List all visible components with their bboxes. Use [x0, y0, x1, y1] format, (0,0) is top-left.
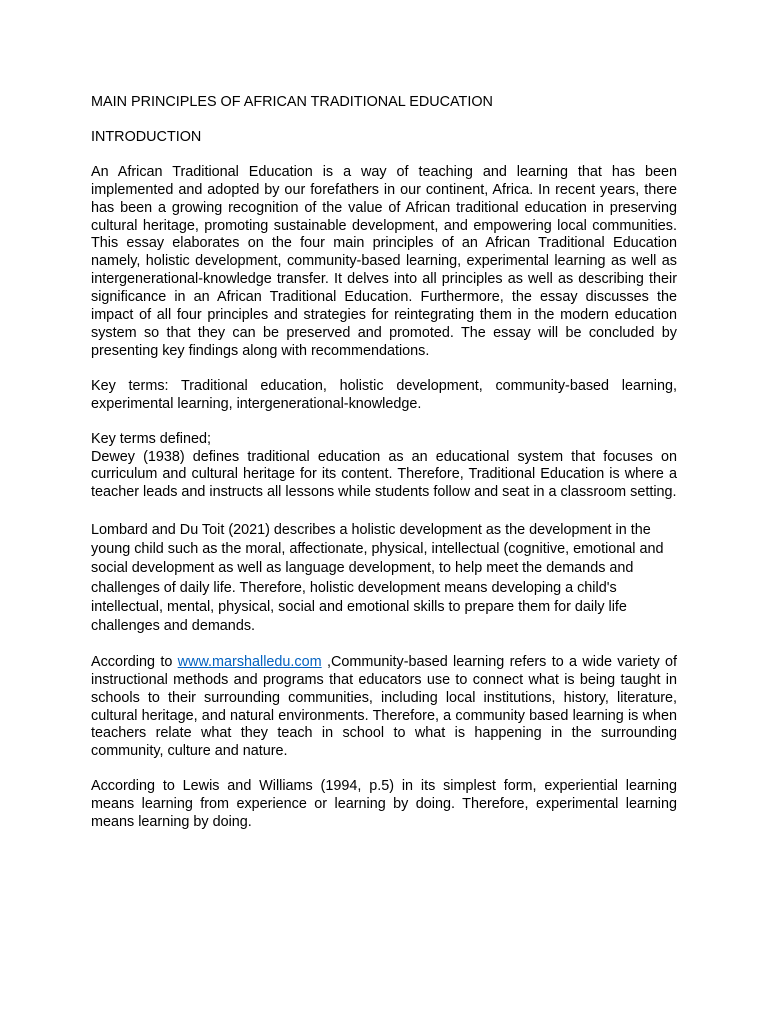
key-terms-paragraph: Key terms: Traditional education, holistic development, community-based learning, experimental learning, intergenerational-knowledge. [91, 377, 677, 412]
key-terms-defined-label: Key terms defined; [91, 430, 211, 447]
introduction-heading: INTRODUCTION [91, 128, 202, 145]
experiential-learning-paragraph: According to Lewis and Williams (1994, p.5) in its simplest form, experiential learning means learning from experience or learning by doing. Therefore, experimental learning means learning by doing. [91, 778, 677, 831]
community-learning-paragraph [91, 654, 677, 761]
holistic-development-paragraph: Lombard and Du Toit (2021) describes a holistic development as the development in the young child such as the moral, affectionate, physical, intellectual (cognitive, emotional and social development as well as language development, to help meet the demands and challenges of daily life. Therefore, holistic development means developing a child's intellectual, mental, physical, social and emotional skills to prepare them for daily life challenges and demands. [91, 522, 664, 634]
community-body: ,Community-based learning refers to a wide variety of instructional methods and programs that educators use to connect what is being taught in schools to their surrounding communities, including local institutions, history, literature, cultural heritage, and natural environments. Therefore, a community based learning is when teachers relate what they teach in school to what is happening in the surrounding community, culture and nature. [91, 653, 677, 760]
dewey-definition-paragraph: Dewey (1938) defines traditional education as an educational system that focuses on curriculum and cultural heritage for its content. Therefore, Traditional Education is where a teacher leads and instructs all lessons while students follow and seat in a classroom setting. [91, 448, 677, 501]
introduction-paragraph: An African Traditional Education is a way of teaching and learning that has been implemented and adopted by our forefathers in our continent, Africa. In recent years, there has been a growing recognition of the value of African traditional education in preserving cultural heritage, promoting sustainable development, and empowering local communities. This essay elaborates on the four main principles of an African Traditional Education namely, holistic development, community-based learning, experimental learning as well as intergenerational-knowledge transfer. It delves into all principles as well as describing their significance in an African Traditional Education. Furthermore, the essay discusses the impact of all four principles and strategies for reintegrating them in the modern education system so that they can be preserved and promoted. The essay will be concluded by presenting key findings along with recommendations. [91, 163, 677, 359]
community-prefix: According to [91, 653, 178, 670]
document-title: MAIN PRINCIPLES OF AFRICAN TRADITIONAL EDUCATION [91, 94, 493, 110]
document-page [91, 94, 677, 832]
marshalledu-link[interactable]: www.marshalledu.com [177, 653, 322, 670]
